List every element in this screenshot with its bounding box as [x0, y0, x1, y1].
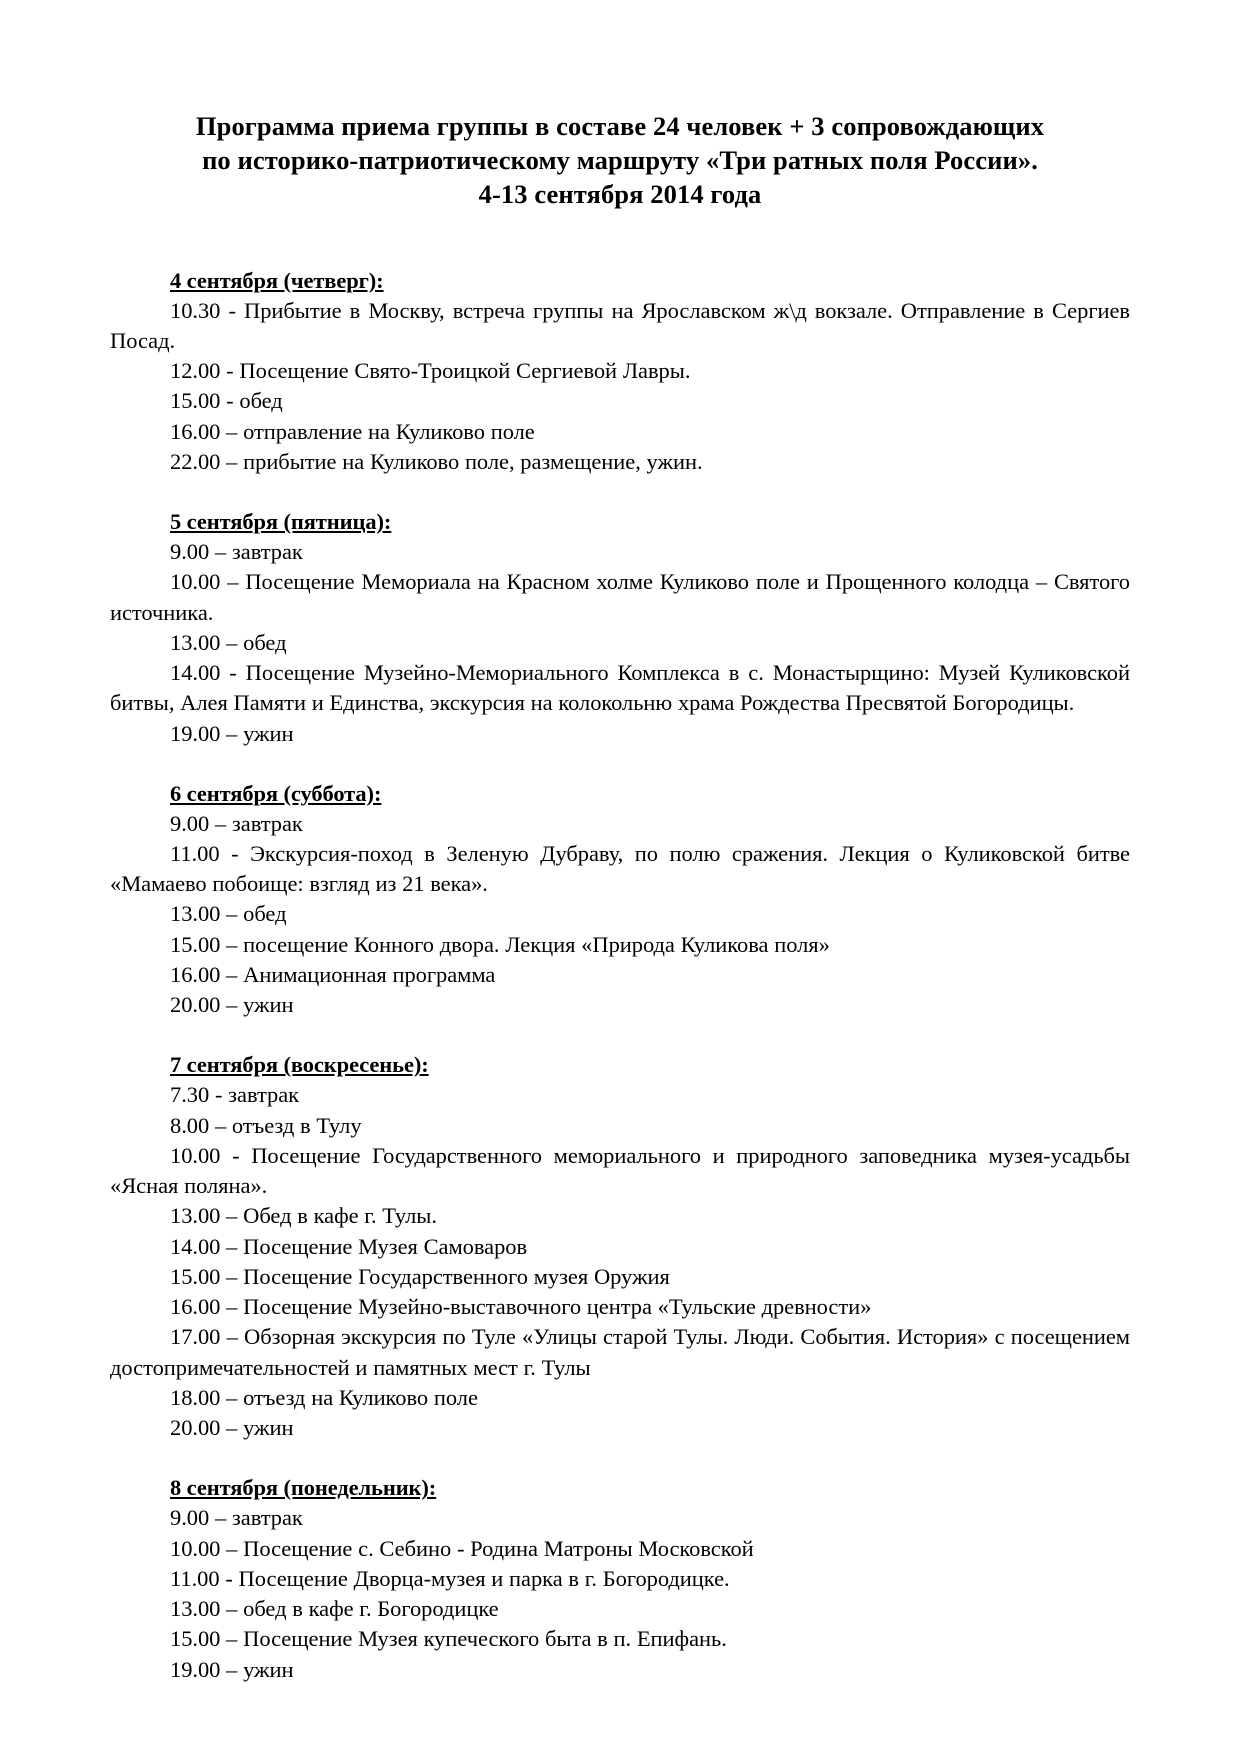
- schedule-entry: 7.30 - завтрак: [170, 1082, 300, 1108]
- schedule-entry: 9.00 – завтрак: [170, 810, 303, 836]
- schedule-entry: 17.00 – Обзорная экскурсия по Туле «Улицы старой Тулы. Люди. События. История» с посещением достопримечательностей и памятных мест г. Тулы: [110, 1324, 1130, 1380]
- schedule-entry: 22.00 – прибытие на Куликово поле, размещение, ужин.: [170, 448, 703, 474]
- day-section-7-september: [110, 1050, 1130, 1443]
- schedule-entry: 8.00 – отъезд в Тулу: [170, 1112, 362, 1138]
- day-heading-wrap: [110, 1050, 1130, 1080]
- schedule-entry: 14.00 - Посещение Музейно-Мемориального Комплекса в с. Монастырщино: Музей Куликовской битвы, Алея Памяти и Единства, экскурсия на колокольню храма Рождества Пресвятой Богородицы.: [110, 660, 1130, 716]
- day-section-4-september: [110, 266, 1130, 477]
- schedule-entry: 11.00 - Экскурсия-поход в Зеленую Дубраву, по полю сражения. Лекция о Куликовской битве «Мамаево побоище: взгляд из 21 века».: [110, 840, 1130, 897]
- schedule-entry: 12.00 - Посещение Свято-Троицкой Сергиевой Лавры.: [170, 358, 691, 384]
- schedule-entry: 20.00 – ужин: [170, 1415, 294, 1441]
- schedule-entry: 11.00 - Посещение Дворца-музея и парка в г. Богородицке.: [170, 1565, 730, 1591]
- schedule-entry: 15.00 – Посещение Музея купеческого быта в п. Епифань.: [170, 1626, 727, 1652]
- day-section-5-september: [110, 507, 1130, 749]
- schedule-entry: 16.00 – Анимационная программа: [170, 961, 496, 987]
- day-heading: 5 сентября (пятница):: [170, 509, 392, 535]
- schedule-entry: 15.00 - обед: [170, 388, 283, 414]
- schedule-entry: 19.00 – ужин: [170, 720, 294, 746]
- day-heading: 4 сентября (четверг):: [170, 267, 384, 293]
- title-line-3: 4-13 сентября 2014 года: [478, 178, 762, 209]
- schedule-entry: 9.00 – завтрак: [170, 539, 303, 565]
- schedule-entry: 13.00 – обед: [170, 901, 287, 927]
- itinerary-body: [110, 266, 1130, 1685]
- schedule-entry: 13.00 – Обед в кафе г. Тулы.: [170, 1203, 437, 1229]
- day-heading-wrap: [110, 266, 1130, 296]
- day-heading: 8 сентября (понедельник):: [170, 1475, 437, 1501]
- day-section-6-september: [110, 779, 1130, 1021]
- schedule-entry: 18.00 – отъезд на Куликово поле: [170, 1384, 478, 1410]
- schedule-entry: 10.00 - Посещение Государственного мемориального и природного заповедника музея-усадьбы «Ясная поляна».: [110, 1142, 1130, 1199]
- schedule-entry: 13.00 – обед в кафе г. Богородицке: [170, 1596, 499, 1622]
- title-line-2: по историко-патриотическому маршруту «Три ратных поля России».: [202, 144, 1038, 175]
- section-spacer: [110, 1020, 1130, 1050]
- day-heading-wrap: [110, 1473, 1130, 1503]
- schedule-entry: 10.00 – Посещение с. Себино - Родина Матроны Московской: [170, 1535, 754, 1561]
- day-heading-wrap: [110, 507, 1130, 537]
- schedule-entry: 19.00 – ужин: [170, 1656, 294, 1682]
- day-heading: 6 сентября (суббота):: [170, 780, 382, 806]
- schedule-entry: 10.30 - Прибытие в Москву, встреча группы на Ярославском ж\д вокзале. Отправление в Сергиев Посад.: [110, 297, 1130, 353]
- day-heading-wrap: [110, 779, 1130, 809]
- day-heading: 7 сентября (воскресенье):: [170, 1052, 429, 1078]
- schedule-entry: 9.00 – завтрак: [170, 1505, 303, 1531]
- section-spacer: [110, 749, 1130, 779]
- document-title: [110, 96, 1130, 212]
- schedule-entry: 14.00 – Посещение Музея Самоваров: [170, 1233, 528, 1259]
- schedule-entry: 13.00 – обед: [170, 629, 287, 655]
- schedule-entry: 16.00 – Посещение Музейно-выставочного центра «Тульские древности»: [170, 1294, 872, 1320]
- schedule-entry: 15.00 – Посещение Государственного музея Оружия: [170, 1263, 670, 1289]
- schedule-entry: 16.00 – отправление на Куликово поле: [170, 418, 535, 444]
- schedule-entry: 15.00 – посещение Конного двора. Лекция «Природа Куликова поля»: [170, 931, 830, 957]
- section-spacer: [110, 477, 1130, 507]
- title-line-1: Программа приема группы в составе 24 человек + 3 сопровождающих: [195, 111, 1045, 141]
- day-section-8-september: [110, 1473, 1130, 1684]
- schedule-entry: 10.00 – Посещение Мемориала на Красном холме Куликово поле и Прощенного колодца – Святого источника.: [110, 569, 1130, 625]
- section-spacer: [110, 1443, 1130, 1473]
- schedule-entry: 20.00 – ужин: [170, 992, 294, 1018]
